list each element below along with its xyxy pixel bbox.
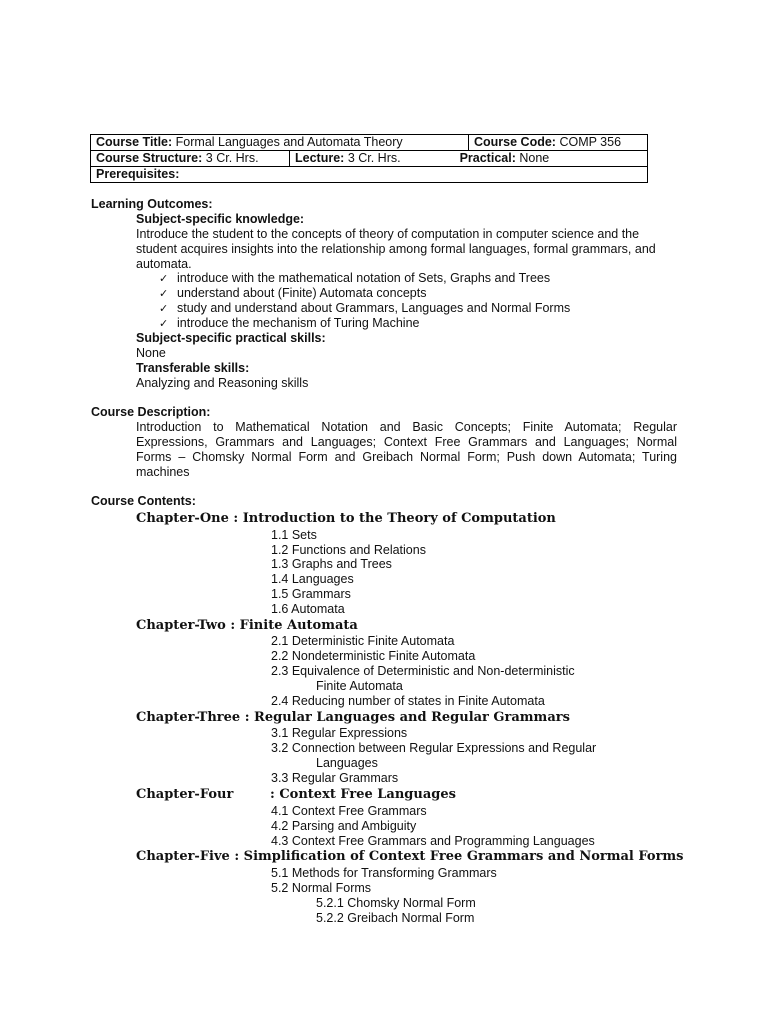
course-title-row <box>91 135 648 151</box>
practical-value: None <box>519 151 550 165</box>
list-item: 1.6 Automata <box>271 602 345 616</box>
bullet-item <box>159 286 426 301</box>
course-title-label: Course Title: <box>96 135 173 149</box>
list-item: 5.2.1 Chomsky Normal Form <box>316 896 476 910</box>
bullet-text: introduce the mechanism of Turing Machine <box>177 316 420 330</box>
bullet-text: introduce with the mathematical notation of Sets, Graphs and Trees <box>177 271 551 285</box>
practical-skills-text: None <box>136 346 166 360</box>
chapter-two-title: Chapter-Two : Finite Automata <box>136 618 358 633</box>
course-structure-label: Course Structure: <box>96 151 203 165</box>
course-title-cell <box>91 135 469 151</box>
bullet-item <box>159 271 550 286</box>
course-description-heading: Course Description: <box>91 405 211 419</box>
list-item: 2.2 Nondeterministic Finite Automata <box>271 649 476 663</box>
course-code-cell <box>469 135 648 151</box>
check-icon: ✓ <box>159 317 169 330</box>
list-item: 4.2 Parsing and Ambiguity <box>271 819 417 833</box>
bullet-item <box>159 301 570 316</box>
knowledge-text: Introduce the student to the concepts of theory of computation in computer science and the student acquires insights into the relationship among formal languages, formal grammars, and automata. <box>136 227 656 271</box>
practical-skills-heading: Subject-specific practical skills: <box>136 331 326 345</box>
list-item-continuation: Finite Automata <box>316 679 403 693</box>
list-item: 1.3 Graphs and Trees <box>271 557 392 571</box>
prerequisites-label: Prerequisites: <box>96 167 180 181</box>
course-code-value: COMP 356 <box>559 135 622 149</box>
course-code-label: Course Code: <box>474 135 556 149</box>
lecture-value: 3 Cr. Hrs. <box>347 151 401 165</box>
bullet-item <box>159 316 420 331</box>
list-item: 1.2 Functions and Relations <box>271 543 426 557</box>
list-item: 3.2 Connection between Regular Expressions and Regular <box>271 741 597 755</box>
learning-outcomes-heading: Learning Outcomes: <box>91 197 213 211</box>
chapter-one-title: Chapter-One : Introduction to the Theory of Computation <box>136 511 556 526</box>
list-item: 3.1 Regular Expressions <box>271 726 408 740</box>
list-item: 2.1 Deterministic Finite Automata <box>271 634 455 648</box>
check-icon: ✓ <box>159 302 169 315</box>
prerequisites-row <box>91 167 648 183</box>
lecture-practical-cell <box>290 151 648 167</box>
course-structure-value: 3 Cr. Hrs. <box>205 151 259 165</box>
chapter-four-subtitle: : Context Free Languages <box>270 787 456 802</box>
lecture-label: Lecture: <box>295 151 345 165</box>
course-structure-cell <box>91 151 290 167</box>
list-item: 5.2.2 Greibach Normal Form <box>316 911 475 925</box>
course-title-value: Formal Languages and Automata Theory <box>175 135 403 149</box>
transferable-skills-heading: Transferable skills: <box>136 361 250 375</box>
bullet-text: understand about (Finite) Automata concepts <box>177 286 427 300</box>
chapter-three-title: Chapter-Three : Regular Languages and Regular Grammars <box>136 710 570 725</box>
list-item: 5.1 Methods for Transforming Grammars <box>271 866 497 880</box>
chapter-four-title: Chapter-Four <box>136 787 234 802</box>
list-item: 5.2 Normal Forms <box>271 881 372 895</box>
list-item: 1.5 Grammars <box>271 587 351 601</box>
course-contents-heading: Course Contents: <box>91 494 196 508</box>
list-item: 3.3 Regular Grammars <box>271 771 399 785</box>
list-item: 1.4 Languages <box>271 572 354 586</box>
chapter-five-title: Chapter-Five : Simplification of Context Free Grammars and Normal Forms <box>136 849 684 864</box>
list-item-continuation: Languages <box>316 756 378 770</box>
check-icon: ✓ <box>159 272 169 285</box>
list-item: 2.3 Equivalence of Deterministic and Non-deterministic <box>271 664 575 678</box>
bullet-text: study and understand about Grammars, Languages and Normal Forms <box>177 301 571 315</box>
course-structure-row <box>91 151 648 167</box>
list-item: 2.4 Reducing number of states in Finite Automata <box>271 694 545 708</box>
prerequisites-cell <box>91 167 648 183</box>
transferable-skills-text: Analyzing and Reasoning skills <box>136 376 309 390</box>
knowledge-heading: Subject-specific knowledge: <box>136 212 305 226</box>
list-item: 4.1 Context Free Grammars <box>271 804 427 818</box>
list-item: 4.3 Context Free Grammars and Programming Languages <box>271 834 595 848</box>
practical-label: Practical: <box>459 151 516 165</box>
course-description-text: Introduction to Mathematical Notation and Basic Concepts; Finite Automata; Regular Expressions, Grammars and Languages; Context Free Grammars and Languages; Normal Forms – Chomsky Normal Form and Greibach Normal Form; Push down Automata; Turing machines <box>136 420 677 479</box>
check-icon: ✓ <box>159 287 169 300</box>
list-item: 1.1 Sets <box>271 528 317 542</box>
course-info-table <box>90 134 648 183</box>
